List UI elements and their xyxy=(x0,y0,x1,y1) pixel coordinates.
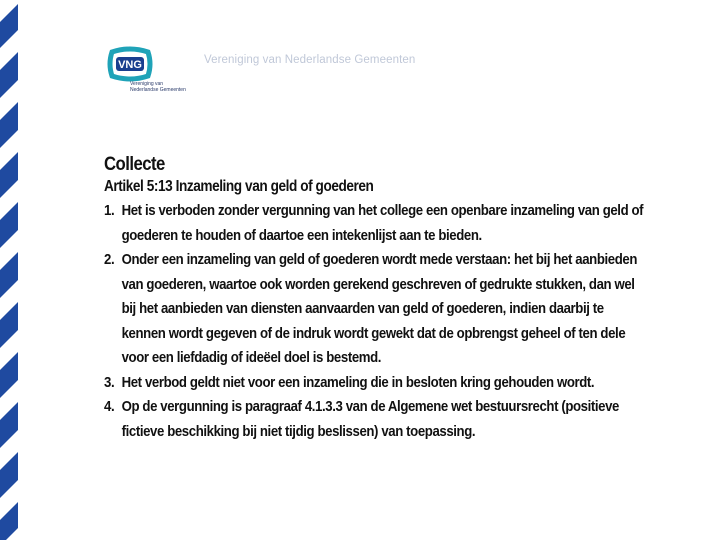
article-item-line: van goederen, waartoe ook worden gerekend geschreven of gedrukte stukken, dan wel xyxy=(121,275,635,293)
article-title: Artikel 5:13 Inzameling van geld of goederen xyxy=(104,178,374,195)
article-item-line: fictieve beschikking bij niet tijdig beslissen) van toepassing. xyxy=(121,422,476,440)
document-body xyxy=(104,154,644,444)
article-item-line: kennen wordt gegeven of de indruk wordt gewekt dat de opbrengst geheel of ten dele xyxy=(121,324,626,342)
article-item-line: voor een liefdadig of ideëel doel is bestemd. xyxy=(121,349,382,366)
article-item xyxy=(104,248,637,371)
logo-subtitle-line-2: Nederlandse Gemeenten xyxy=(130,87,186,93)
logo-subtitle-line-1: Vereniging van xyxy=(130,81,164,87)
article-item-line: bij het aanbieden van diensten aanvaarden van geld of goederen, indien daarbij te xyxy=(121,300,604,317)
article-item xyxy=(104,371,614,396)
decorative-side-stripe xyxy=(0,0,18,540)
svg-text:VNG: VNG xyxy=(118,59,142,71)
article-item-number: 2. xyxy=(104,251,115,268)
article-item xyxy=(104,199,644,248)
article-items-list xyxy=(104,199,644,444)
article-item-line: Het verbod geldt niet voor een inzameling die in besloten kring gehouden wordt. xyxy=(121,373,595,391)
article-item-number: 3. xyxy=(104,373,115,391)
article-item-line: Onder een inzameling van geld of goederen wordt mede verstaan: het bij het aanbieden xyxy=(121,251,637,268)
article-item xyxy=(104,395,620,444)
article-item-line: Op de vergunning is paragraaf 4.1.3.3 van de Algemene wet bestuursrecht (positieve xyxy=(121,398,620,415)
organization-name: Vereniging van Nederlandse Gemeenten xyxy=(204,54,416,66)
logo-subtitle xyxy=(130,81,186,93)
document-title: Collecte xyxy=(104,154,165,175)
article-item-number: 1. xyxy=(104,202,115,219)
article-item-line: goederen te houden of daartoe een intekenlijst aan te bieden. xyxy=(121,226,482,244)
article-item-number: 4. xyxy=(104,398,115,415)
article-item-line: Het is verboden zonder vergunning van het college een openbare inzameling van geld of xyxy=(121,202,644,219)
